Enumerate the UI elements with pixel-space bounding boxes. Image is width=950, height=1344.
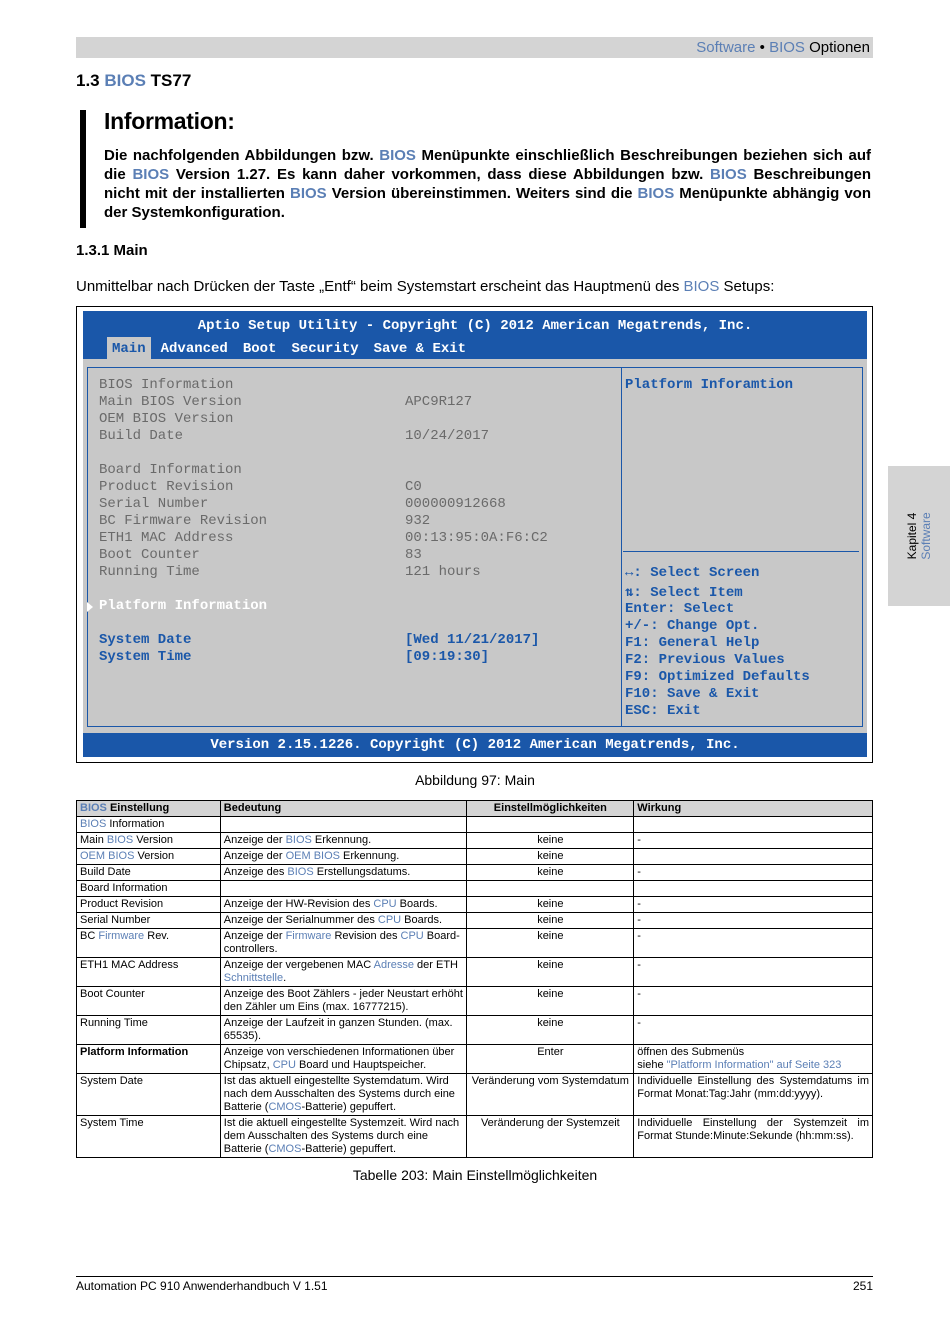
settings-table (76, 800, 873, 1158)
side-tab-kapitel: Kapitel 4 (905, 512, 919, 560)
bios-screenshot (76, 306, 873, 763)
table-caption: Tabelle 203: Main Einstellmöglichkeiten (352, 1167, 598, 1183)
bios-help-divider (623, 551, 859, 552)
table-header: Bedeutung (220, 801, 467, 817)
bios-row: Board Information (99, 462, 242, 478)
table-row: Boot Counter Anzeige des Boot Zählers - jeder Neustart erhöht den Zähler um Eins (max. 16777215). keine - (77, 987, 873, 1016)
bios-link[interactable]: BIOS (683, 278, 720, 295)
table-row: System Time Ist die aktuell eingestellte Systemzeit. Wird nach dem Ausschalten des Systems durch eine Batterie (CMOS-Batterie) gepuffert. Veränderung der Systemzeit Individuelle Einstellung der Systemzeit im Format Stunde:Minute:Sekunde (hh:mm:ss). (77, 1116, 873, 1158)
section-heading (76, 71, 191, 91)
table-row: Main BIOS Version Anzeige der BIOS Erkennung. keine - (77, 833, 873, 849)
table-row: Board Information (77, 881, 873, 897)
bios-link[interactable]: BIOS (710, 166, 747, 183)
bios-row: ETH1 MAC Address 00:13:95:0A:F6:C2 (99, 530, 548, 546)
bios-row: OEM BIOS Version (99, 411, 234, 427)
table-header: BIOS Einstellung (77, 801, 221, 817)
side-tab-software[interactable]: Software (919, 512, 933, 560)
section-name: TS77 (150, 71, 192, 90)
bios-link[interactable]: BIOS (379, 147, 416, 164)
table-row: OEM BIOS Version Anzeige der OEM BIOS Erkennung. keine (77, 849, 873, 865)
bios-help-line: ⇅: Select Item (625, 585, 743, 601)
bios-tab-advanced[interactable]: Advanced (160, 341, 228, 357)
chapter-side-tab (888, 466, 950, 606)
bios-row: Boot Counter 83 (99, 547, 422, 563)
bios-help-line: +/-: Change Opt. (625, 618, 760, 634)
bios-row: Build Date 10/24/2017 (99, 428, 490, 444)
bios-tab-save-exit[interactable]: Save & Exit (373, 341, 467, 357)
header-software-link[interactable]: Software (696, 39, 756, 56)
bios-help-line: Enter: Select (625, 601, 735, 617)
platform-info-link[interactable]: "Platform Information" auf Seite 323 (666, 1059, 842, 1071)
table-row: System Date Ist das aktuell eingestellte Systemdatum. Wird nach dem Ausschalten des Systems durch eine Batterie (CMOS-Batterie) gepuffert. Veränderung vom Systemdatum Individuelle Einstellung des Systemdatums im Format Monat:Tag:Jahr (mm:dd:yyyy). (77, 1074, 873, 1116)
section-number: 1.3 (76, 71, 100, 90)
bios-tab-main[interactable]: Main (107, 337, 151, 359)
bios-top-bar (83, 311, 867, 359)
table-row: Serial Number Anzeige der Serialnummer des CPU Boards. keine - (77, 913, 873, 929)
info-bar (80, 110, 86, 228)
bios-help-line: F2: Previous Values (625, 652, 785, 668)
bios-menu (107, 337, 476, 359)
bios-link[interactable]: BIOS (637, 185, 675, 202)
bios-row: Main BIOS Version APC9R127 (99, 394, 473, 410)
bios-divider (621, 367, 622, 727)
bios-system-time[interactable]: System Time [09:19:30] (99, 649, 490, 665)
bios-help-title: Platform Inforamtion (625, 377, 794, 393)
bios-row: BIOS Information (99, 377, 234, 393)
bios-row: Running Time 121 hours (99, 564, 481, 580)
table-row: Build Date Anzeige des BIOS Erstellungsdatums. keine - (77, 865, 873, 881)
bios-platform-information[interactable]: Platform Information (99, 598, 268, 614)
section-bios-link[interactable]: BIOS (104, 71, 146, 90)
bios-link[interactable]: BIOS (132, 166, 170, 183)
table-row: BIOS Information (77, 817, 873, 833)
page-number: 251 (852, 1279, 873, 1293)
table-header: Wirkung (634, 801, 873, 817)
table-row: Running Time Anzeige der Laufzeit in ganzen Stunden. (max. 65535). keine - (77, 1016, 873, 1045)
table-row: BC Firmware Rev. Anzeige der Firmware Revision des CPU Board-controllers. keine - (77, 929, 873, 958)
intro-text: Unmittelbar nach Drücken der Taste „Entf“ beim Systemstart erscheint das Hauptmenü des BIOS Setups: (76, 278, 775, 295)
bios-tab-boot[interactable]: Boot (242, 341, 277, 357)
bios-row: Serial Number 000000912668 (99, 496, 506, 512)
table-header-row (77, 801, 873, 817)
header-bios-link[interactable]: BIOS (769, 39, 805, 56)
table-row: ETH1 MAC Address Anzeige der vergebenen MAC Adresse der ETH Schnittstelle. keine - (77, 958, 873, 987)
bios-help-line: ↔: Select Screen (625, 565, 760, 581)
header-bullet: • (759, 39, 765, 56)
bios-help-line: F1: General Help (625, 635, 760, 651)
bios-help-line: F10: Save & Exit (625, 686, 760, 702)
info-text: Die nachfolgenden Abbildungen bzw. BIOS Menüpunkte einschließlich Beschreibungen beziehen sich auf die BIOS Version 1.27. Es kann daher vorkommen, dass diese Abbildungen bzw. BIOS Beschreibungen nicht mit der installierten BIOS Version übereinstimmen. Weiters sind die BIOS Menüpunkte abhängig von der Systemkonfiguration. (104, 147, 872, 221)
figure-caption: Abbildung 97: Main (415, 772, 535, 788)
bios-footer: Version 2.15.1226. Copyright (C) 2012 American Megatrends, Inc. (83, 733, 867, 757)
bios-help-line: F9: Optimized Defaults (625, 669, 810, 685)
bios-help-line: ESC: Exit (625, 703, 701, 719)
table-row: Platform Information Anzeige von verschiedenen Informationen über Chipsatz, CPU Board und Hauptspeicher. Enter öffnen des Submenüs siehe "Platform Information" auf Seite 323 (77, 1045, 873, 1074)
bios-row: Product Revision C0 (99, 479, 422, 495)
bios-panel (83, 359, 867, 733)
table-row: Product Revision Anzeige der HW-Revision des CPU Boards. keine - (77, 897, 873, 913)
bios-tab-security[interactable]: Security (291, 341, 359, 357)
footer-manual-title: Automation PC 910 Anwenderhandbuch V 1.51 (76, 1279, 328, 1293)
header-optionen: Optionen (809, 39, 870, 56)
submenu-arrow-icon (87, 602, 93, 612)
subsection-heading: 1.3.1 Main (76, 242, 148, 259)
bios-title: Aptio Setup Utility - Copyright (C) 2012 American Megatrends, Inc. (197, 318, 753, 334)
info-title: Information: (104, 108, 235, 134)
table-header: Einstellmöglichkeiten (467, 801, 634, 817)
footer-rule (76, 1276, 873, 1277)
running-header (76, 37, 873, 58)
bios-link[interactable]: BIOS (290, 185, 327, 202)
bios-system-date[interactable]: System Date [Wed 11/21/2017] (99, 632, 540, 648)
bios-row: BC Firmware Revision 932 (99, 513, 431, 529)
